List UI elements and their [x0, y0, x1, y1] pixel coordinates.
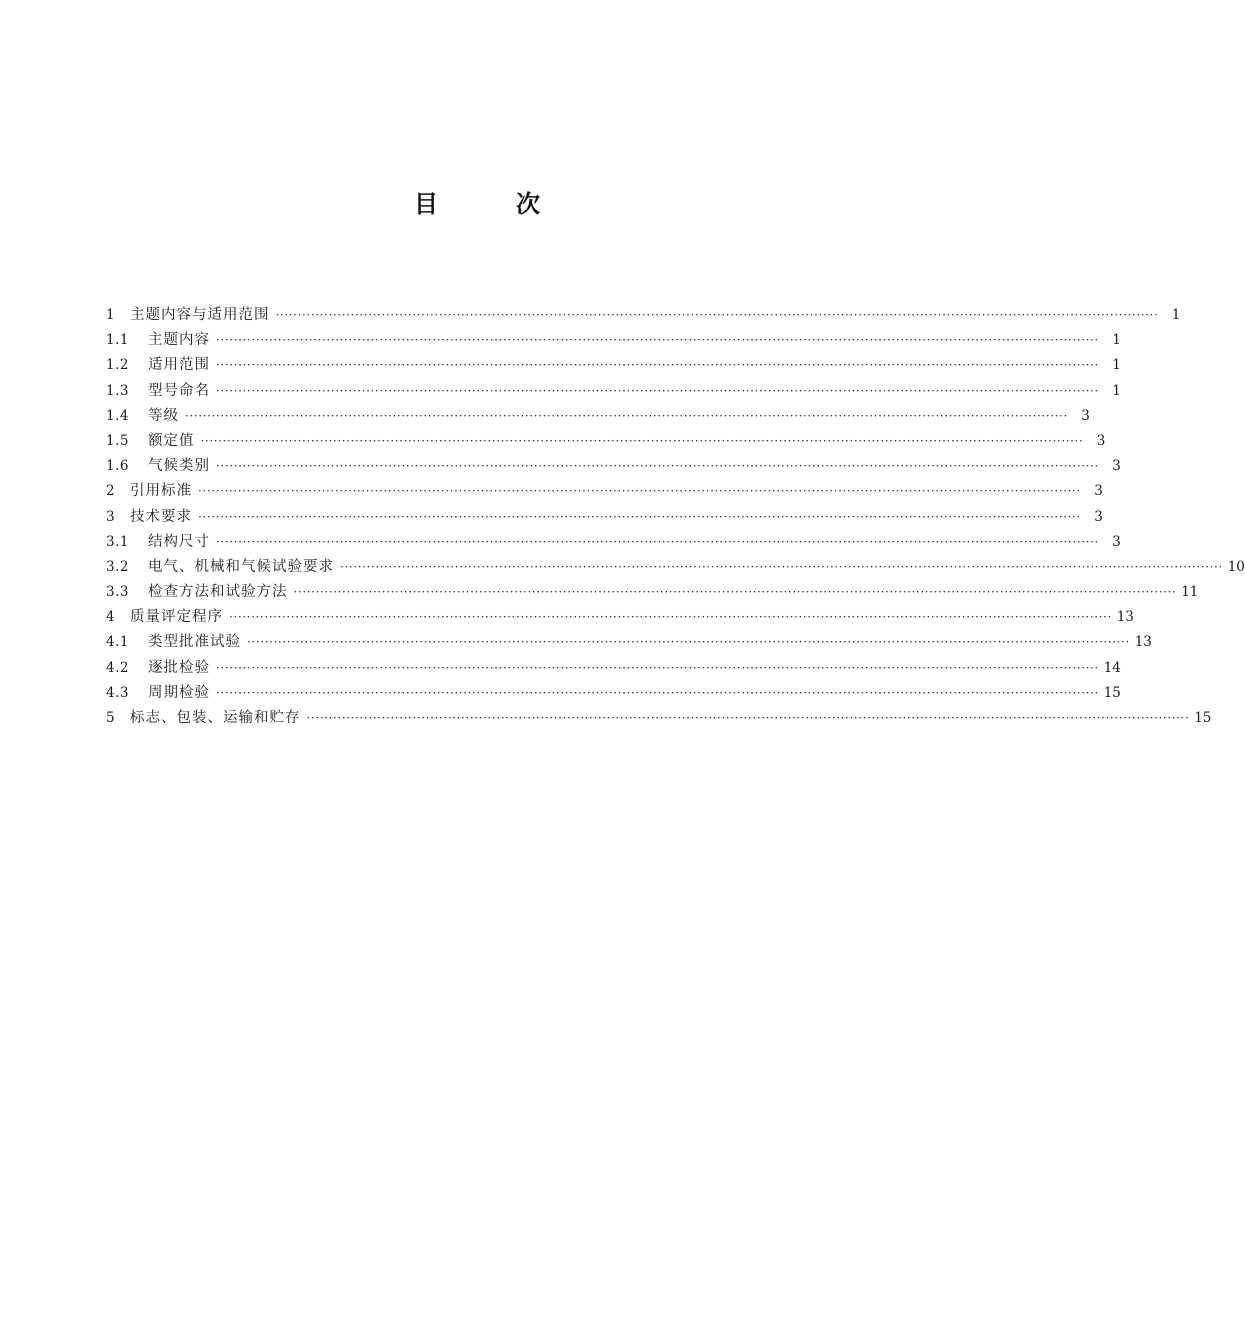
toc-leader-dots: ········································································································································································································	[216, 459, 1099, 474]
toc-entry-number: 4.2	[106, 659, 129, 676]
toc-entry	[106, 505, 1103, 530]
toc-entry-page: 15	[1103, 684, 1121, 701]
toc-entry	[106, 605, 1134, 630]
toc-leader-dots: ········································································································································································································	[216, 358, 1099, 373]
toc-entry-title: 主题内容与适用范围	[130, 307, 270, 323]
toc-leader-dots: ········································································································································································································	[306, 711, 1190, 725]
toc-entry-number: 3	[106, 508, 116, 525]
toc-entry	[106, 530, 1121, 555]
toc-entry-number: 3.2	[106, 558, 129, 575]
toc-entry-page: 14	[1103, 659, 1121, 676]
toc-entry-title: 结构尺寸	[148, 533, 210, 550]
title-char-2: 次	[516, 190, 540, 218]
toc-entry	[106, 328, 1121, 353]
toc-entry-title: 等级	[148, 407, 179, 424]
toc-entry-title: 电气、机械和气候试验要求	[148, 558, 334, 575]
toc-entry-title: 质量评定程序	[130, 609, 223, 626]
toc-entry-page: 3	[1096, 432, 1106, 449]
toc-entry	[106, 656, 1121, 681]
toc-entry-title: 型号命名	[148, 382, 210, 399]
toc-entry-page: 10	[1227, 558, 1245, 575]
toc-entry	[106, 404, 1090, 429]
toc-entry-number: 1.1	[106, 332, 129, 349]
toc-entry	[106, 580, 1199, 605]
toc-leader-dots: ········································································································································································································	[198, 484, 1081, 499]
toc-entry-page: 3	[1112, 533, 1121, 550]
toc-entry	[106, 706, 1212, 731]
title-char-1: 目	[414, 190, 438, 218]
toc-entry-page: 11	[1181, 584, 1199, 601]
toc-entry-number: 4	[106, 609, 116, 626]
toc-entry	[106, 454, 1121, 479]
toc-entry-page: 1	[1112, 357, 1121, 374]
toc-entry-number: 1.3	[106, 382, 129, 399]
toc-leader-dots: ········································································································································································································	[216, 660, 1099, 675]
toc-leader-dots: ········································································································································································································	[216, 685, 1099, 700]
toc-entry-page: 1	[1171, 307, 1181, 323]
toc-entry-title: 周期检验	[148, 684, 210, 701]
toc-leader-dots: ········································································································································································································	[216, 534, 1099, 549]
toc-entry-number: 1	[106, 307, 116, 323]
toc-entry	[106, 303, 1181, 328]
toc-entry-number: 3.3	[106, 584, 129, 601]
toc-entry-title: 额定值	[148, 432, 195, 449]
toc-entry-page: 1	[1112, 332, 1121, 349]
toc-leader-dots: ········································································································································································································	[340, 559, 1223, 574]
toc-leader-dots: ········································································································································································································	[216, 383, 1099, 398]
toc-entry-page: 3	[1112, 458, 1121, 475]
toc-entry-number: 5	[106, 710, 116, 726]
toc-entry-title: 逐批检验	[148, 659, 210, 676]
toc-entry-page: 13	[1134, 634, 1152, 651]
table-of-contents	[106, 303, 1245, 731]
toc-entry-number: 1.2	[106, 357, 129, 374]
toc-entry	[106, 479, 1103, 504]
toc-entry-title: 引用标准	[130, 483, 192, 500]
toc-entry-page: 3	[1094, 483, 1103, 500]
toc-leader-dots: ········································································································································································································	[216, 333, 1099, 348]
toc-entry-page: 13	[1116, 609, 1134, 626]
toc-entry-page: 3	[1094, 508, 1103, 525]
toc-leader-dots: ········································································································································································································	[293, 585, 1177, 600]
toc-leader-dots: ········································································································································································································	[185, 408, 1068, 423]
toc-entry-title: 类型批准试验	[148, 634, 241, 651]
toc-leader-dots: ········································································································································································································	[198, 509, 1081, 524]
toc-entry-title: 主题内容	[148, 332, 210, 349]
toc-entry-page: 15	[1194, 710, 1212, 726]
toc-entry-number: 4.3	[106, 684, 129, 701]
toc-entry-page: 3	[1081, 407, 1090, 424]
toc-entry-title: 气候类别	[148, 458, 210, 475]
toc-entry-title: 适用范围	[148, 357, 210, 374]
toc-entry-page: 1	[1112, 382, 1121, 399]
toc-leader-dots: ········································································································································································································	[275, 308, 1159, 322]
toc-entry	[106, 429, 1106, 454]
toc-entry-number: 1.4	[106, 407, 129, 424]
toc-entry-number: 1.5	[106, 432, 129, 449]
toc-entry-number: 3.1	[106, 533, 129, 550]
toc-leader-dots: ········································································································································································································	[247, 635, 1130, 650]
toc-entry-title: 检查方法和试验方法	[148, 584, 288, 601]
toc-entry-number: 4.1	[106, 634, 129, 651]
toc-entry	[106, 353, 1121, 378]
toc-entry	[106, 681, 1121, 706]
toc-entry	[106, 630, 1152, 655]
toc-leader-dots: ········································································································································································································	[229, 610, 1112, 625]
toc-entry	[106, 555, 1245, 580]
toc-entry-title: 技术要求	[130, 508, 192, 525]
page-title	[0, 188, 950, 224]
toc-entry	[106, 379, 1121, 404]
toc-entry-title: 标志、包装、运输和贮存	[130, 710, 301, 726]
toc-entry-number: 1.6	[106, 458, 129, 475]
toc-leader-dots: ········································································································································································································	[200, 433, 1084, 448]
toc-entry-number: 2	[106, 483, 116, 500]
